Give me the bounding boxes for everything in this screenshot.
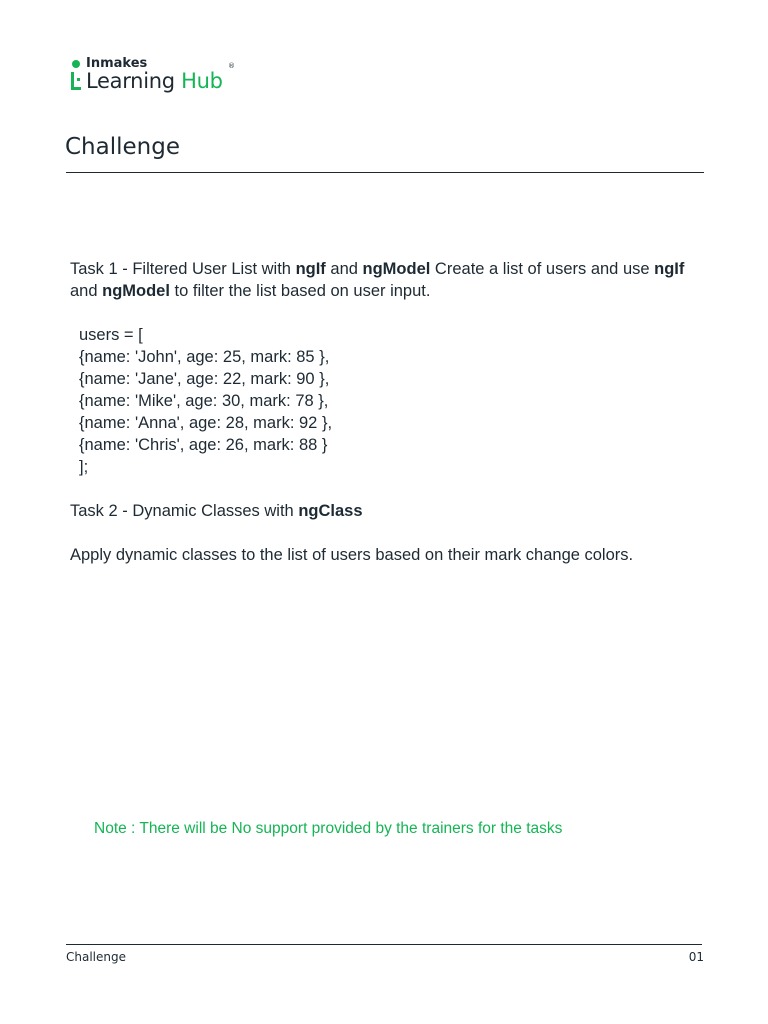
task1-keyword-ngmodel: ngModel [362,260,431,278]
code-line: {name: 'Jane', age: 22, mark: 90 }, [79,370,330,388]
code-line: {name: 'Chris', age: 26, mark: 88 } [79,436,328,454]
task1-paragraph [70,258,710,302]
logo-main-text [86,68,223,94]
code-line: {name: 'John', age: 25, mark: 85 }, [79,348,330,366]
task1-keyword-ngif-2: ngIf [654,260,685,278]
logo-top-text: Inmakes [86,56,148,71]
footer-divider [66,944,702,945]
task1-text-3: Create a list of users and use [430,260,655,278]
task1-text-1: Task 1 - Filtered User List with [70,260,296,278]
task2-keyword-ngclass: ngClass [298,502,363,520]
page-number: 01 [688,950,704,964]
logo-registered-mark: ® [228,62,235,70]
task1-text-4: and [70,282,103,300]
document-body [70,258,710,566]
footer-label: Challenge [66,950,126,964]
task2-text: Task 2 - Dynamic Classes with [70,502,299,520]
task1-text-5: to filter the list based on user input. [169,282,431,300]
task2-heading [70,500,710,522]
logo-accent-word: Hub [181,69,223,93]
page-title: Challenge [65,134,180,160]
code-line: {name: 'Anna', age: 28, mark: 92 }, [79,414,333,432]
support-note: Note : There will be No support provided by the trainers for the tasks [94,820,563,837]
code-line: {name: 'Mike', age: 30, mark: 78 }, [79,392,329,410]
logo-main-word: Learning [86,69,175,93]
code-line: users = [ [79,326,143,344]
task2-description: Apply dynamic classes to the list of users based on their mark change colors. [70,546,634,564]
task1-keyword-ngif: ngIf [295,260,326,278]
brand-logo [71,58,241,98]
task1-text-2: and [325,260,363,278]
logo-dot-icon [72,60,80,68]
task1-keyword-ngmodel-2: ngModel [102,282,170,300]
code-line: ]; [79,458,89,476]
users-code-block [79,324,710,478]
logo-mark-icon [71,72,82,90]
title-divider [66,172,704,173]
